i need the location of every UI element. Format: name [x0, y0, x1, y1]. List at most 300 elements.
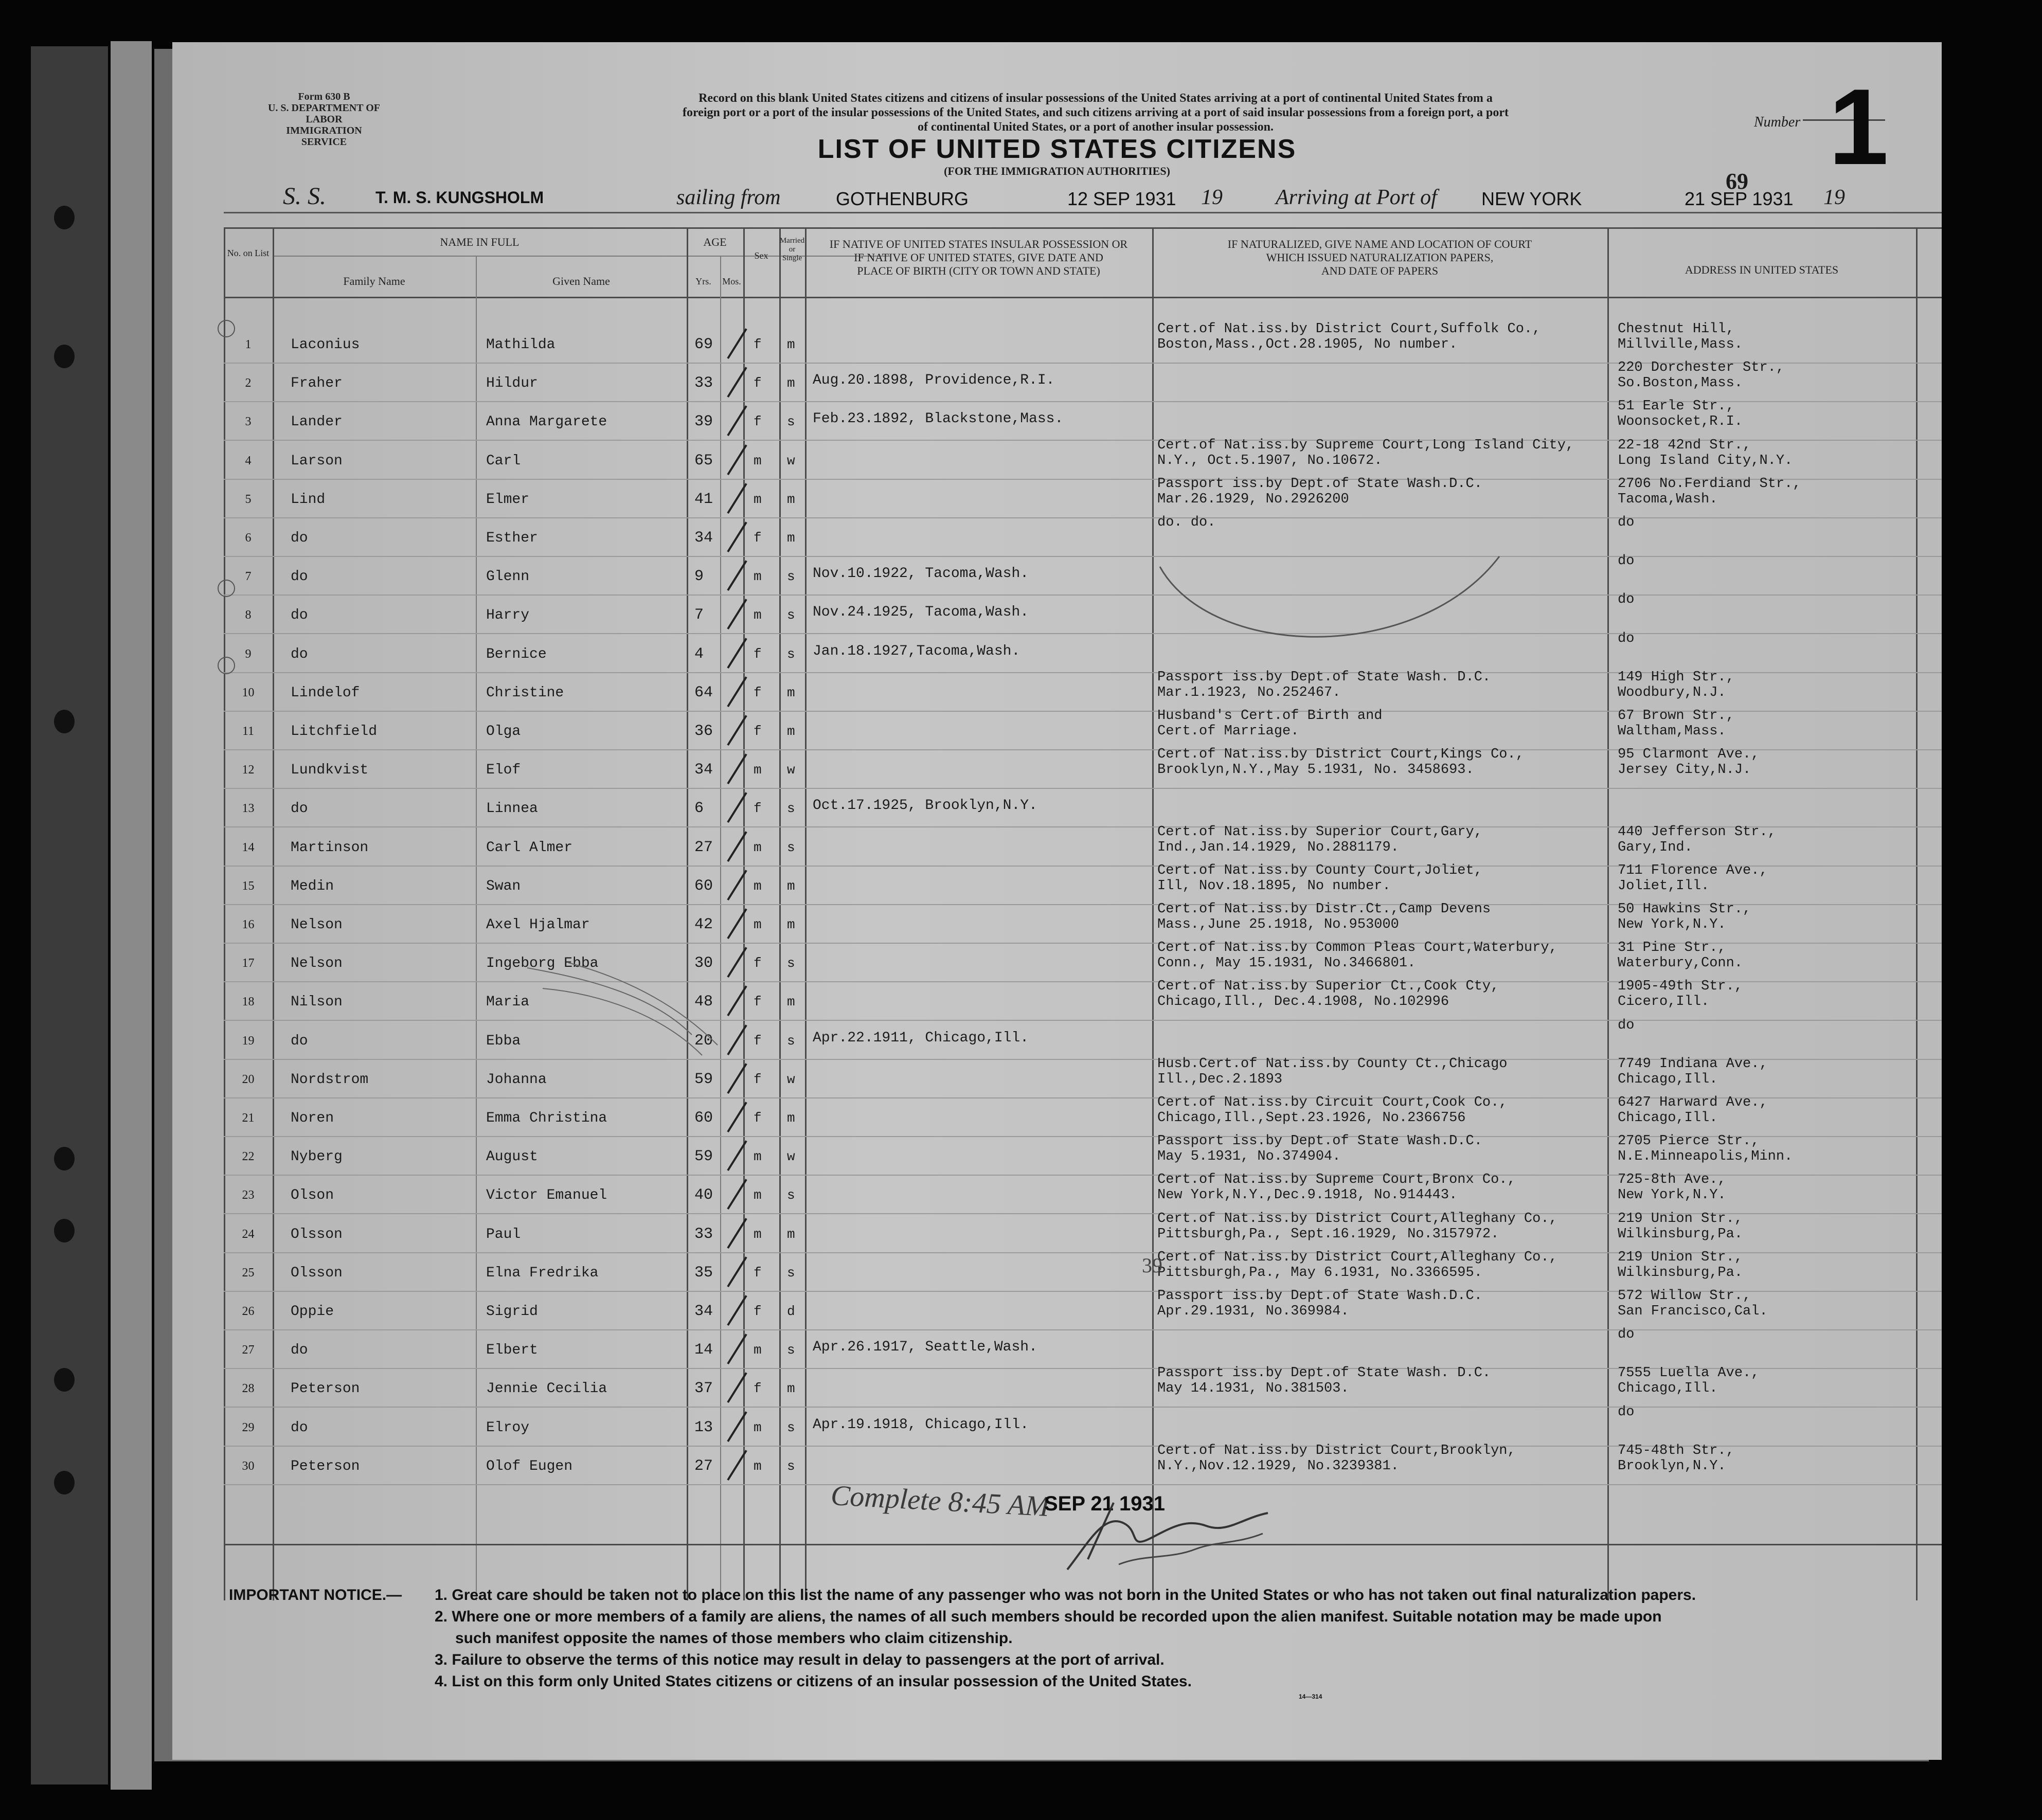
notice-item: 3. Failure to observe the terms of this notice may result in delay to passengers at the port of arrival.: [435, 1651, 1165, 1668]
naturalization-line: Passport iss.by Dept.of State Wash.D.C.: [1157, 1288, 1482, 1304]
given-name: Axel Hjalmar: [486, 917, 590, 933]
marital-status: m: [787, 1226, 795, 1242]
given-name: Swan: [486, 878, 521, 894]
family-name: Larson: [291, 453, 343, 469]
row-number: 14: [242, 840, 255, 854]
binding-hole: [54, 206, 75, 229]
marital-status: w: [787, 1149, 795, 1165]
marital-status: s: [787, 1458, 795, 1474]
marital-status: s: [787, 801, 795, 817]
row-number: 4: [245, 454, 252, 467]
col-rule: [476, 256, 477, 1600]
family-name: do: [291, 530, 308, 546]
marital-status: s: [787, 1265, 795, 1281]
age-years: 34: [694, 529, 713, 547]
naturalization-line: Cert.of Nat.iss.by District Court,Brooklyn,: [1157, 1443, 1516, 1458]
age-years: 33: [694, 374, 713, 392]
given-name: Olof Eugen: [486, 1458, 573, 1474]
family-name: do: [291, 1342, 308, 1359]
sex: m: [754, 491, 762, 507]
header-no-on-list: No. on List: [227, 248, 270, 258]
row-number: 28: [242, 1382, 255, 1396]
sex: f: [754, 1071, 762, 1087]
instruction-line: foreign port or a port of the insular possessions of the United States, and such citizens arriving at a port of said insular possessions from a foreign port, a port: [682, 106, 1509, 119]
family-name: Peterson: [291, 1458, 360, 1474]
sex: m: [754, 917, 762, 932]
sex: f: [754, 1265, 762, 1281]
binding-hole: [54, 1368, 75, 1392]
sex: m: [754, 453, 762, 468]
ledger-binding: [31, 46, 108, 1785]
given-name: Elna Fredrika: [486, 1265, 599, 1281]
sex: f: [754, 956, 762, 971]
family-name: Noren: [291, 1110, 334, 1126]
sex: m: [754, 569, 762, 585]
address-line: 219 Union Str.,: [1618, 1249, 1743, 1265]
row-rule: [224, 633, 1942, 634]
stray-number: 39: [1142, 1254, 1162, 1277]
marital-status: m: [787, 724, 795, 739]
given-name: Glenn: [486, 569, 530, 585]
sheet-number: 69: [1726, 169, 1748, 194]
notice-item: 4. List on this form only United States citizens or citizens of an insular possession of the United States.: [435, 1673, 1192, 1690]
naturalization-line: Husband's Cert.of Birth and: [1157, 708, 1383, 724]
marital-status: w: [787, 762, 795, 778]
marital-status: m: [787, 337, 795, 352]
given-name: Ingeborg Ebba: [486, 956, 599, 972]
family-name: Lind: [291, 491, 326, 508]
family-name: Fraher: [291, 375, 343, 392]
naturalization-line: Cert.of Nat.iss.by Common Pleas Court,Waterbury,: [1157, 940, 1557, 956]
address-line: 745-48th Str.,: [1618, 1443, 1734, 1458]
marital-status: m: [787, 375, 795, 391]
marital-status: s: [787, 1342, 795, 1358]
sex: m: [754, 607, 762, 623]
col-rule: [687, 227, 688, 1600]
family-name: Lindelof: [291, 684, 360, 701]
address-line: 31 Pine Str.,: [1618, 940, 1726, 956]
row-number: 5: [245, 492, 252, 506]
naturalization-line: Cert.of Nat.iss.by District Court,Alleghany Co.,: [1157, 1211, 1557, 1227]
address-line: 572 Willow Str.,: [1618, 1288, 1751, 1304]
header-sex: Sex: [754, 250, 768, 261]
marital-status: s: [787, 1033, 795, 1049]
naturalization-line: Passport iss.by Dept.of State Wash. D.C.: [1157, 1365, 1491, 1381]
marital-status: s: [787, 1187, 795, 1203]
address-line: do: [1618, 1327, 1635, 1343]
age-years: 27: [694, 1457, 713, 1475]
given-name: Victor Emanuel: [486, 1187, 607, 1204]
naturalization-line: do. do.: [1157, 515, 1216, 530]
address-line: Chicago,Ill.: [1618, 1071, 1718, 1087]
given-name: Bernice: [486, 646, 547, 662]
given-name: Linnea: [486, 801, 538, 817]
form-service: IMMIGRATION SERVICE: [286, 125, 362, 148]
ss-label: S. S.: [283, 183, 326, 210]
address-line: 2705 Pierce Str.,: [1618, 1133, 1760, 1149]
row-number: 22: [242, 1150, 255, 1164]
address-line: Joliet,Ill.: [1618, 878, 1710, 894]
family-name: Laconius: [291, 337, 360, 353]
naturalization-line: Cert.of Marriage.: [1157, 724, 1299, 739]
instruction-line: of continental United States, or a port of another insular possession.: [917, 120, 1274, 134]
row-rule: [224, 517, 1942, 518]
punch-mark: [218, 580, 235, 597]
instruction-line: Record on this blank United States citizens and citizens of insular possessions of the United States arriving at a port of continental United States from a: [698, 92, 1493, 105]
address-line: 7555 Luella Ave.,: [1618, 1365, 1760, 1381]
row-number: 2: [245, 376, 252, 390]
sex: f: [754, 994, 762, 1010]
address-line: Cicero,Ill.: [1618, 994, 1710, 1010]
header-birth-line: IF NATIVE OF UNITED STATES INSULAR POSSESSION OR: [829, 238, 1128, 250]
given-name: Ebba: [486, 1033, 521, 1049]
row-rule: [224, 1329, 1942, 1330]
sex: m: [754, 762, 762, 778]
arrival-date-stamp: SEP 21 1931: [1044, 1492, 1166, 1515]
row-number: 27: [242, 1343, 255, 1357]
address-line: Tacoma,Wash.: [1618, 491, 1718, 507]
address-line: 711 Florence Ave.,: [1618, 862, 1768, 878]
header-address: ADDRESS IN UNITED STATES: [1685, 263, 1839, 276]
address-line: 149 High Str.,: [1618, 669, 1734, 685]
age-years: 13: [694, 1418, 713, 1436]
binding-hole: [54, 345, 75, 368]
age-years: 6: [694, 800, 704, 818]
header-age: AGE: [703, 236, 727, 248]
header-birth-line: PLACE OF BIRTH (CITY OR TOWN AND STATE): [857, 264, 1100, 277]
address-line: Waterbury,Conn.: [1618, 956, 1743, 971]
sex: f: [754, 646, 762, 662]
header-nat-line: WHICH ISSUED NATURALIZATION PAPERS,: [1266, 251, 1494, 264]
naturalization-line: Passport iss.by Dept.of State Wash.D.C.: [1157, 476, 1482, 492]
given-name: Paul: [486, 1226, 521, 1242]
address-line: 50 Hawkins Str.,: [1618, 902, 1751, 917]
row-number: 26: [242, 1305, 255, 1318]
ship-name: T. M. S. KUNGSHOLM: [375, 188, 544, 207]
family-name: Martinson: [291, 839, 369, 856]
marital-status: w: [787, 1071, 795, 1087]
given-name: Christine: [486, 684, 564, 701]
form-department: U. S. DEPARTMENT OF LABOR: [267, 102, 381, 125]
family-name: Nelson: [291, 956, 343, 972]
given-name: Harry: [486, 607, 530, 624]
naturalization-line: Brooklyn,N.Y.,May 5.1931, No. 3458693.: [1157, 762, 1474, 778]
naturalization-line: Ill.,Dec.2.1893: [1157, 1071, 1283, 1087]
header-mos: Mos.: [722, 276, 741, 286]
punch-mark: [218, 320, 235, 337]
naturalization-line: Cert.of Nat.iss.by District Court,Alleghany Co.,: [1157, 1249, 1557, 1265]
row-number: 19: [242, 1034, 255, 1048]
marital-status: s: [787, 839, 795, 855]
number-label: Number: [1754, 114, 1801, 130]
marital-status: m: [787, 994, 795, 1010]
address-line: Gary,Ind.: [1618, 839, 1693, 855]
address-line: Long Island City,N.Y.: [1618, 453, 1793, 468]
address-line: do: [1618, 630, 1635, 646]
notice-item: 2. Where one or more members of a family are aliens, the names of all such members should be recorded upon the alien manifest. Suitable notation may be made upon: [435, 1608, 1662, 1625]
age-years: 37: [694, 1380, 713, 1398]
notice-item: 1. Great care should be taken not to place on this list the name of any passenger who was not born in the United States or who has not taken out final naturalization papers.: [435, 1587, 1696, 1603]
family-name: do: [291, 646, 308, 662]
row-number: 17: [242, 957, 255, 970]
sex: f: [754, 530, 762, 546]
given-name: Elroy: [486, 1419, 530, 1436]
age-years: 65: [694, 452, 713, 470]
col-rule: [779, 227, 781, 1600]
sex: m: [754, 1342, 762, 1358]
age-years: 35: [694, 1264, 713, 1282]
age-years: 59: [694, 1148, 713, 1166]
given-name: Jennie Cecilia: [486, 1381, 607, 1397]
family-name: Litchfield: [291, 724, 378, 740]
col-rule: [805, 227, 807, 1600]
naturalization-line: Husb.Cert.of Nat.iss.by County Ct.,Chicago: [1157, 1056, 1508, 1072]
row-number: 21: [242, 1111, 255, 1125]
age-years: 64: [694, 683, 713, 701]
table-top-rule: [224, 227, 1942, 229]
age-years: 40: [694, 1186, 713, 1204]
given-name: Sigrid: [486, 1304, 538, 1320]
row-number: 3: [245, 415, 252, 429]
row-rule: [224, 1407, 1942, 1408]
address-line: 725-8th Ave.,: [1618, 1172, 1726, 1188]
address-line: 95 Clarmont Ave.,: [1618, 747, 1760, 763]
age-years: 9: [694, 568, 704, 586]
sex: f: [754, 684, 762, 700]
inspector-signature: [1057, 1482, 1278, 1585]
header-naturalization: [1152, 238, 1607, 278]
row-rule: [224, 594, 1942, 596]
given-name: Hildur: [486, 375, 538, 392]
marital-status: s: [787, 569, 795, 585]
date-from: 12 SEP 1931: [1067, 188, 1176, 209]
address-line: 6427 Harward Ave.,: [1618, 1095, 1768, 1110]
naturalization-line: May 14.1931, No.381503.: [1157, 1381, 1349, 1397]
row-number: 6: [245, 531, 252, 545]
family-name: do: [291, 607, 308, 624]
header-birth-line: IF NATIVE OF UNITED STATES, GIVE DATE AND: [854, 251, 1103, 264]
instruction-block: [491, 91, 1700, 134]
birth-date-place: Apr.22.1911, Chicago,Ill.: [813, 1030, 1029, 1046]
sex: f: [754, 1033, 762, 1049]
port-from: GOTHENBURG: [836, 188, 969, 209]
naturalization-line: Passport iss.by Dept.of State Wash. D.C.: [1157, 669, 1491, 685]
marital-status: m: [787, 917, 795, 932]
address-line: do: [1618, 1017, 1635, 1033]
row-rule: [224, 1020, 1942, 1021]
marital-status: s: [787, 956, 795, 971]
sex: m: [754, 839, 762, 855]
naturalization-line: Cert.of Nat.iss.by Circuit Court,Cook Co.,: [1157, 1095, 1508, 1110]
header-birth: [805, 238, 1152, 278]
naturalization-line: Conn., May 15.1931, No.3466801.: [1157, 956, 1416, 971]
year-to: 19: [1823, 186, 1845, 209]
row-number: 15: [242, 879, 255, 893]
form-subtitle: (FOR THE IMMIGRATION AUTHORITIES): [944, 165, 1170, 177]
binding-hole: [54, 1471, 75, 1494]
age-years: 59: [694, 1070, 713, 1088]
naturalization-line: Cert.of Nat.iss.by District Court,Suffolk Co.,: [1157, 321, 1541, 337]
family-name: Nilson: [291, 994, 343, 1011]
handwritten-complete-note: Complete 8:45 AM: [830, 1479, 1050, 1523]
age-years: 30: [694, 954, 713, 972]
col-rule: [720, 256, 721, 1600]
birth-date-place: Feb.23.1892, Blackstone,Mass.: [813, 411, 1064, 427]
family-name: do: [291, 801, 308, 817]
age-years: 48: [694, 993, 713, 1011]
family-name: Lundkvist: [291, 762, 369, 779]
header-nat-line: IF NATURALIZED, GIVE NAME AND LOCATION OF COURT: [1227, 238, 1532, 250]
birth-date-place: Jan.18.1927,Tacoma,Wash.: [813, 643, 1020, 659]
naturalization-line: Mar.1.1923, No.252467.: [1157, 684, 1341, 700]
header-bottom-rule: [224, 297, 1942, 298]
birth-date-place: Apr.19.1918, Chicago,Ill.: [813, 1416, 1029, 1433]
given-name: Johanna: [486, 1071, 547, 1088]
naturalization-line: Chicago,Ill., Dec.4.1908, No.102996: [1157, 994, 1449, 1010]
header-given-name: Given Name: [552, 275, 610, 287]
naturalization-line: Cert.of Nat.iss.by Supreme Court,Long Island City,: [1157, 437, 1574, 453]
header-yrs: Yrs.: [695, 276, 711, 286]
row-number: 16: [242, 918, 255, 931]
address-line: Jersey City,N.J.: [1618, 762, 1751, 778]
address-line: Waltham,Mass.: [1618, 724, 1726, 739]
sex: f: [754, 1381, 762, 1397]
naturalization-line: Mar.26.1929, No.2926200: [1157, 491, 1349, 507]
given-name: Elbert: [486, 1342, 538, 1359]
age-years: 41: [694, 490, 713, 508]
family-name: Peterson: [291, 1381, 360, 1397]
address-line: 67 Brown Str.,: [1618, 708, 1734, 724]
notice-label: IMPORTANT NOTICE.—: [229, 1587, 402, 1603]
naturalization-line: Pittsburgh,Pa., May 6.1931, No.3366595.: [1157, 1265, 1482, 1281]
row-rule: [224, 556, 1942, 557]
given-name: Carl Almer: [486, 839, 573, 856]
binding-hole: [54, 1219, 75, 1242]
family-name: Olson: [291, 1187, 334, 1204]
header-nat-line: AND DATE OF PAPERS: [1321, 264, 1439, 277]
row-number: 24: [242, 1227, 255, 1241]
row-number: 13: [242, 802, 255, 816]
sex: m: [754, 1187, 762, 1203]
age-years: 14: [694, 1341, 713, 1359]
arriving-label: Arriving at Port of: [1276, 186, 1437, 209]
sex: m: [754, 1149, 762, 1165]
col-rule: [1152, 227, 1154, 1600]
given-name: Emma Christina: [486, 1110, 607, 1126]
birth-date-place: Oct.17.1925, Brooklyn,N.Y.: [813, 798, 1037, 814]
row-number: 25: [242, 1266, 255, 1280]
year-from: 19: [1201, 186, 1223, 209]
form-title: LIST OF UNITED STATES CITIZENS: [817, 134, 1297, 164]
row-number: 30: [242, 1459, 255, 1473]
naturalization-line: Ill, Nov.18.1895, No number.: [1157, 878, 1391, 894]
row-number: 11: [242, 725, 255, 738]
family-name: Olsson: [291, 1265, 343, 1281]
given-name: Mathilda: [486, 337, 556, 353]
age-years: 27: [694, 838, 713, 856]
naturalization-line: Passport iss.by Dept.of State Wash.D.C.: [1157, 1133, 1482, 1149]
address-line: do: [1618, 553, 1635, 569]
address-line: New York,N.Y.: [1618, 917, 1726, 932]
naturalization-line: Apr.29.1931, No.369984.: [1157, 1304, 1349, 1319]
marital-status: s: [787, 414, 795, 430]
given-name: Olga: [486, 724, 521, 740]
marital-status: m: [787, 1381, 795, 1397]
naturalization-line: Chicago,Ill.,Sept.23.1926, No.2366756: [1157, 1110, 1466, 1126]
naturalization-line: Cert.of Nat.iss.by Distr.Ct.,Camp Devens: [1157, 902, 1491, 917]
address-line: Chicago,Ill.: [1618, 1110, 1718, 1126]
naturalization-line: Cert.of Nat.iss.by Supreme Court,Bronx Co.,: [1157, 1172, 1516, 1188]
birth-date-place: Nov.10.1922, Tacoma,Wash.: [813, 566, 1029, 582]
pencil-arc-mark: [1150, 546, 1510, 659]
marital-status: d: [787, 1304, 795, 1319]
family-name: Nyberg: [291, 1149, 343, 1165]
address-line: Chicago,Ill.: [1618, 1381, 1718, 1397]
header-family-name: Family Name: [343, 275, 405, 287]
address-line: 51 Earle Str.,: [1618, 399, 1734, 415]
row-number: 12: [242, 763, 255, 777]
row-number: 29: [242, 1420, 255, 1434]
naturalization-line: N.Y.,Nov.12.1929, No.3239381.: [1157, 1458, 1399, 1474]
address-line: 220 Dorchester Str.,: [1618, 360, 1785, 376]
marital-status: s: [787, 1419, 795, 1435]
family-name: Nelson: [291, 917, 343, 933]
sex: f: [754, 1110, 762, 1126]
ledger-binding-rail: [111, 41, 152, 1790]
age-years: 4: [694, 645, 704, 663]
row-number: 18: [242, 995, 255, 1009]
age-years: 34: [694, 761, 713, 779]
sex: f: [754, 337, 762, 352]
row-rule: [224, 788, 1942, 789]
age-years: 60: [694, 877, 713, 895]
marital-status: m: [787, 491, 795, 507]
family-name: do: [291, 1419, 308, 1436]
family-name: Nordstrom: [291, 1071, 369, 1088]
age-years: 60: [694, 1109, 713, 1127]
row-number: 10: [242, 686, 255, 699]
binding-hole: [54, 1147, 75, 1170]
sailing-label: sailing from: [676, 186, 781, 209]
given-name: Maria: [486, 994, 530, 1011]
address-line: Woonsocket,R.I.: [1618, 414, 1743, 430]
address-line: do: [1618, 1404, 1635, 1420]
age-years: 20: [694, 1032, 713, 1050]
port-to: NEW YORK: [1481, 188, 1582, 209]
age-years: 7: [694, 606, 704, 624]
row-number: 7: [245, 570, 252, 584]
address-line: do: [1618, 515, 1635, 530]
sex: f: [754, 375, 762, 391]
age-years: 34: [694, 1303, 713, 1320]
age-years: 33: [694, 1225, 713, 1243]
address-line: 2706 No.Ferdiand Str.,: [1618, 476, 1801, 492]
col-rule: [1607, 227, 1609, 1600]
row-number: 23: [242, 1188, 255, 1202]
header-married-single: Married or Single: [779, 237, 805, 262]
binding-hole: [54, 710, 75, 733]
given-name: Carl: [486, 453, 521, 469]
address-line: Millville,Mass.: [1618, 337, 1743, 352]
naturalization-line: Cert.of Nat.iss.by Superior Ct.,Cook Cty,: [1157, 979, 1499, 995]
sex: f: [754, 724, 762, 739]
address-line: 7749 Indiana Ave.,: [1618, 1056, 1768, 1072]
address-line: Brooklyn,N.Y.: [1618, 1458, 1726, 1474]
naturalization-line: May 5.1931, No.374904.: [1157, 1149, 1341, 1165]
marital-status: m: [787, 530, 795, 546]
address-line: Wilkinsburg,Pa.: [1618, 1265, 1743, 1281]
age-years: 42: [694, 916, 713, 933]
